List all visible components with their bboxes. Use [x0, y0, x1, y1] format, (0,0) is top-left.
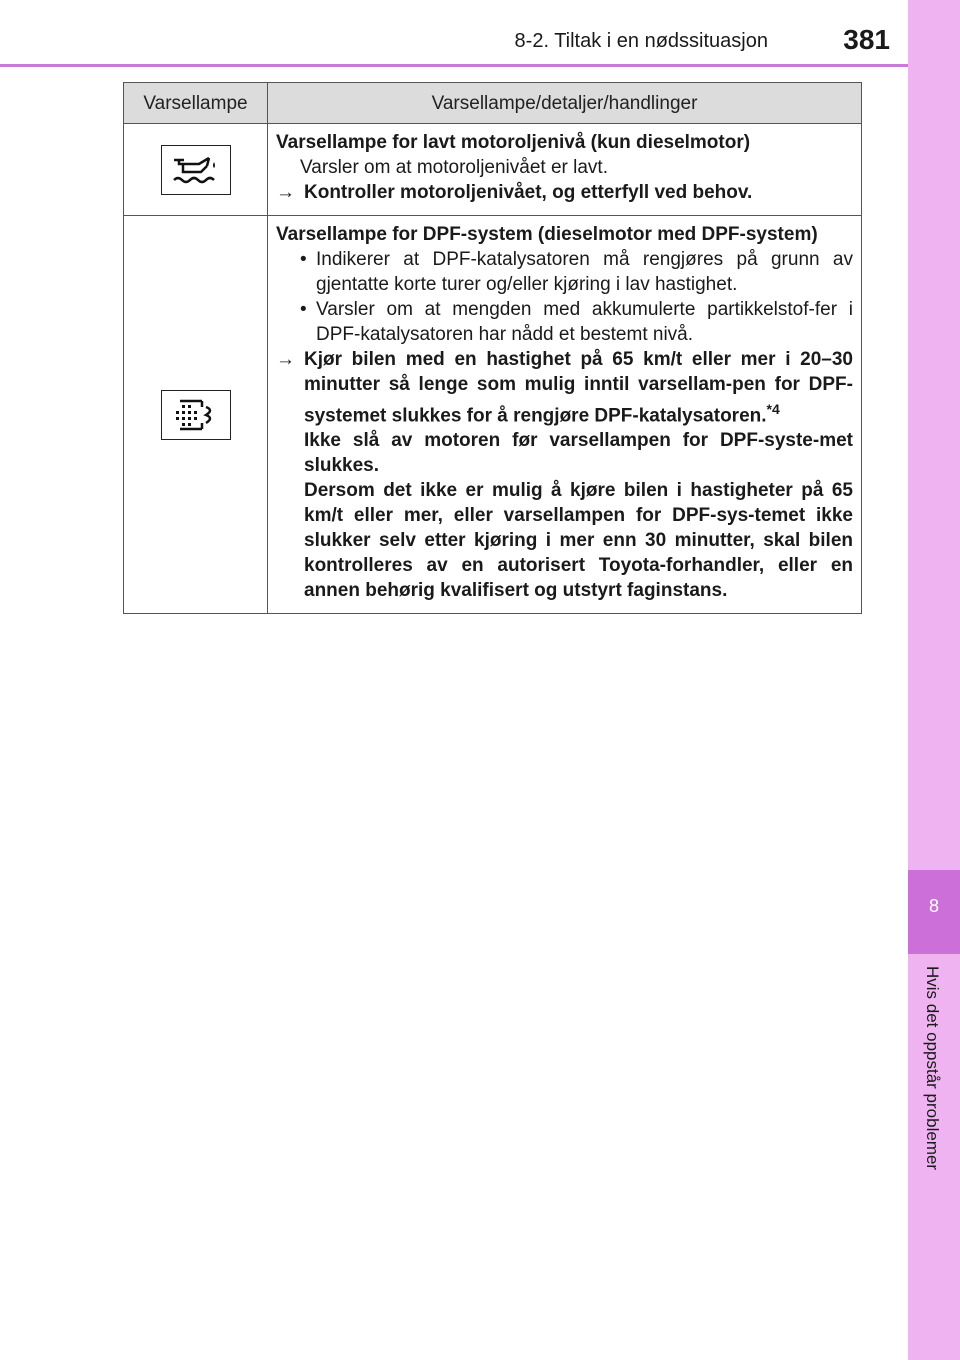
oil-level-icon — [161, 145, 231, 195]
action-note: Ikke slå av motoren før varsellampen for DPF-syste-met slukkes. — [304, 430, 853, 477]
column-header-light: Varsellampe — [124, 83, 268, 124]
table-row — [124, 216, 862, 614]
chapter-label: Hvis det oppstår problemer — [923, 966, 942, 1171]
list-item: • Indikerer at DPF-katalysatoren må rengjøres på grunn av gjentatte korte turer og/eller kjøring i lav hastighet. — [276, 247, 853, 297]
icon-cell — [124, 216, 268, 614]
arrow-icon: → — [276, 182, 295, 203]
table-row — [124, 124, 862, 216]
footnote-marker: *4 — [766, 401, 780, 417]
details-cell — [268, 124, 862, 216]
page-header — [0, 0, 908, 68]
column-header-details: Varsellampe/detaljer/handlinger — [268, 83, 862, 124]
dpf-system-icon — [161, 390, 231, 440]
list-item: • Varsler om at mengden med akkumulerte partikkelstof-fer i DPF-katalysatoren har nådd et bestemt nivå. — [276, 297, 853, 347]
table-header-row — [124, 83, 862, 124]
chapter-side-tab — [908, 0, 960, 1360]
warning-light-table — [123, 82, 862, 614]
page-number: 381 — [843, 24, 890, 55]
details-cell — [268, 216, 862, 614]
row-action — [276, 180, 853, 205]
row-title: Varsellampe for DPF-system (dieselmotor med DPF-system) — [276, 224, 818, 245]
row-description: Varsler om at motoroljenivået er lavt. — [300, 157, 608, 178]
action-note: Dersom det ikke er mulig å kjøre bilen i hastigheter på 65 km/t eller mer, eller varsellampen for DPF-sys-temet ikke slukker selv etter kjøring i mer enn 30 minutter, skal bilen kontrolleres av en autorisert Toyota-forhandler, eller en annen behørig kvalifisert og utstyrt faginstans. — [304, 480, 853, 602]
arrow-icon: → — [276, 349, 295, 370]
action-text: Kjør bilen med en hastighet på 65 km/t eller mer i 20–30 minutter så lenge som mulig inntil varsellam-pen for DPF-systemet slukkes for å rengjøre DPF-katalysatoren. — [304, 349, 853, 427]
row-title: Varsellampe for lavt motoroljenivå (kun dieselmotor) — [276, 132, 751, 153]
action-text: Kontroller motoroljenivået, og etterfyll ved behov. — [304, 182, 753, 203]
row-action — [276, 347, 853, 603]
chapter-number: 8 — [928, 896, 939, 916]
header-divider — [0, 64, 908, 67]
section-title: 8-2. Tiltak i en nødssituasjon — [514, 30, 768, 52]
icon-cell — [124, 124, 268, 216]
